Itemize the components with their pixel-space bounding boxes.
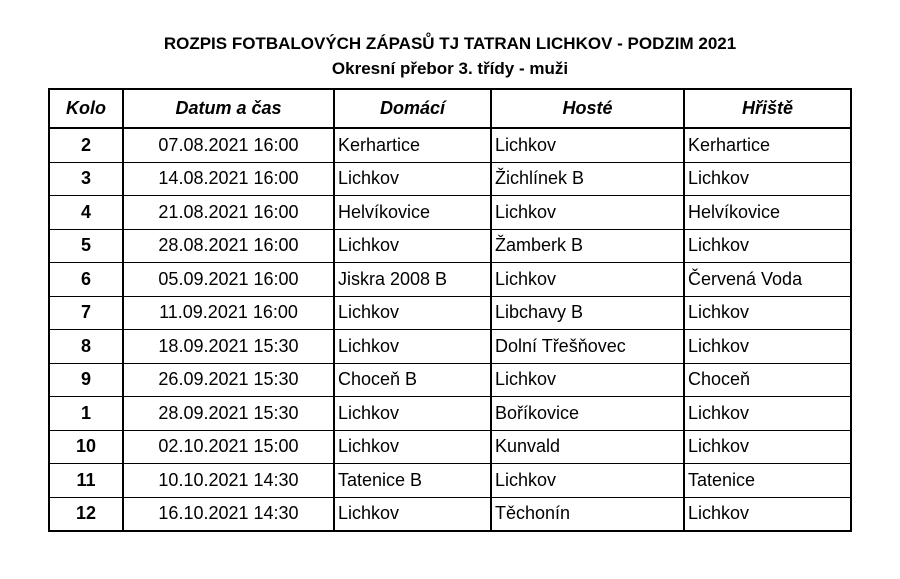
cell-domaci: Kerhartice	[334, 128, 491, 162]
cell-datum: 07.08.2021 16:00	[123, 128, 334, 162]
cell-kolo: 7	[49, 296, 123, 330]
match-schedule-table	[48, 88, 852, 532]
table-row	[49, 330, 851, 364]
cell-hoste: Těchonín	[491, 497, 684, 531]
document-title: ROZPIS FOTBALOVÝCH ZÁPASŮ TJ TATRAN LICHKOV - PODZIM 2021	[163, 34, 737, 53]
cell-hriste: Choceň	[684, 363, 851, 397]
cell-datum: 05.09.2021 16:00	[123, 263, 334, 297]
header-row	[49, 89, 851, 128]
table-row	[49, 162, 851, 196]
cell-datum: 18.09.2021 15:30	[123, 330, 334, 364]
cell-hoste: Kunvald	[491, 430, 684, 464]
cell-hoste: Lichkov	[491, 128, 684, 162]
cell-hriste: Lichkov	[684, 430, 851, 464]
cell-domaci: Lichkov	[334, 430, 491, 464]
table-row	[49, 229, 851, 263]
cell-hoste: Žamberk B	[491, 229, 684, 263]
cell-domaci: Lichkov	[334, 296, 491, 330]
cell-domaci: Lichkov	[334, 330, 491, 364]
cell-hriste: Lichkov	[684, 229, 851, 263]
cell-datum: 28.09.2021 15:30	[123, 397, 334, 431]
cell-hoste: Boříkovice	[491, 397, 684, 431]
cell-domaci: Helvíkovice	[334, 196, 491, 230]
cell-domaci: Lichkov	[334, 229, 491, 263]
header-domaci: Domácí	[334, 89, 491, 128]
cell-datum: 11.09.2021 16:00	[123, 296, 334, 330]
cell-hriste: Helvíkovice	[684, 196, 851, 230]
cell-hriste: Kerhartice	[684, 128, 851, 162]
cell-kolo: 8	[49, 330, 123, 364]
table-row	[49, 430, 851, 464]
table-row	[49, 296, 851, 330]
table-row	[49, 497, 851, 531]
header-datum: Datum a čas	[123, 89, 334, 128]
cell-hriste: Lichkov	[684, 296, 851, 330]
cell-kolo: 11	[49, 464, 123, 498]
header-kolo: Kolo	[49, 89, 123, 128]
cell-datum: 16.10.2021 14:30	[123, 497, 334, 531]
cell-hoste: Žichlínek B	[491, 162, 684, 196]
cell-hoste: Libchavy B	[491, 296, 684, 330]
cell-domaci: Tatenice B	[334, 464, 491, 498]
cell-hoste: Lichkov	[491, 196, 684, 230]
cell-hoste: Lichkov	[491, 464, 684, 498]
cell-datum: 10.10.2021 14:30	[123, 464, 334, 498]
cell-domaci: Choceň B	[334, 363, 491, 397]
cell-datum: 28.08.2021 16:00	[123, 229, 334, 263]
cell-hriste: Lichkov	[684, 397, 851, 431]
document-subtitle: Okresní přebor 3. třídy - muži	[331, 59, 569, 78]
table-row	[49, 363, 851, 397]
table-row	[49, 196, 851, 230]
cell-kolo: 9	[49, 363, 123, 397]
cell-datum: 21.08.2021 16:00	[123, 196, 334, 230]
header-hoste: Hosté	[491, 89, 684, 128]
cell-hoste: Dolní Třešňovec	[491, 330, 684, 364]
cell-domaci: Lichkov	[334, 497, 491, 531]
cell-domaci: Jiskra 2008 B	[334, 263, 491, 297]
cell-kolo: 12	[49, 497, 123, 531]
cell-kolo: 3	[49, 162, 123, 196]
table-row	[49, 464, 851, 498]
cell-hriste: Lichkov	[684, 330, 851, 364]
table-row	[49, 397, 851, 431]
cell-kolo: 1	[49, 397, 123, 431]
cell-datum: 14.08.2021 16:00	[123, 162, 334, 196]
cell-kolo: 5	[49, 229, 123, 263]
cell-datum: 02.10.2021 15:00	[123, 430, 334, 464]
cell-kolo: 6	[49, 263, 123, 297]
table-row	[49, 263, 851, 297]
cell-kolo: 10	[49, 430, 123, 464]
cell-kolo: 2	[49, 128, 123, 162]
header-hriste: Hřiště	[684, 89, 851, 128]
cell-hriste: Tatenice	[684, 464, 851, 498]
cell-datum: 26.09.2021 15:30	[123, 363, 334, 397]
cell-domaci: Lichkov	[334, 397, 491, 431]
table-row	[49, 128, 851, 162]
cell-domaci: Lichkov	[334, 162, 491, 196]
cell-hriste: Lichkov	[684, 162, 851, 196]
cell-hriste: Lichkov	[684, 497, 851, 531]
cell-hriste: Červená Voda	[684, 263, 851, 297]
cell-hoste: Lichkov	[491, 363, 684, 397]
cell-hoste: Lichkov	[491, 263, 684, 297]
cell-kolo: 4	[49, 196, 123, 230]
